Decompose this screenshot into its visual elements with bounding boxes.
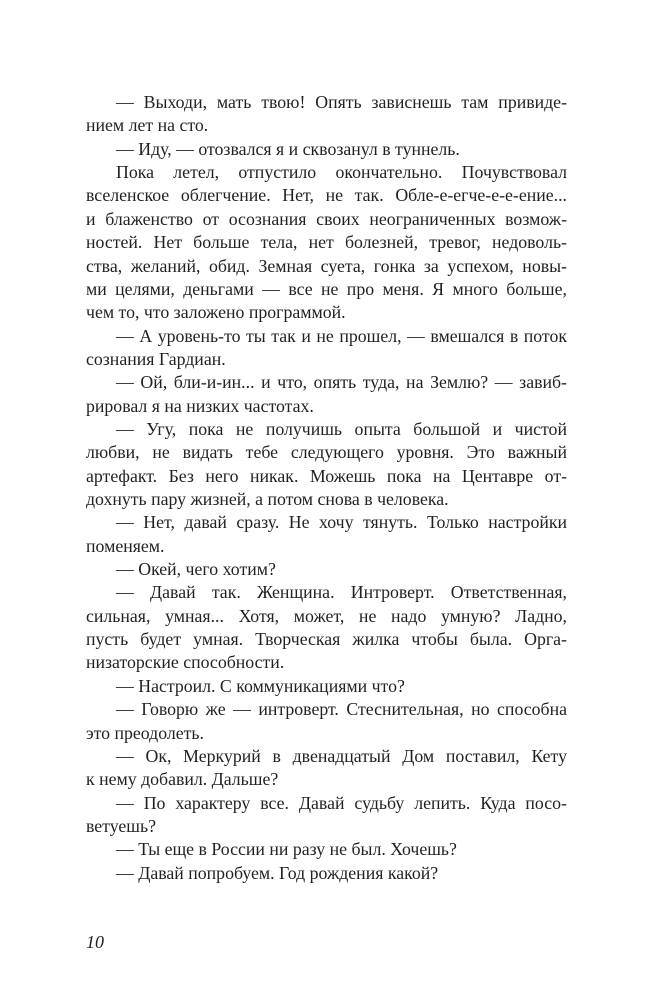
text-line: сознания Гардиан. (86, 348, 226, 369)
text-line: — Выходи, мать твою! Опять зависнешь там привиде- (116, 92, 567, 112)
text-line: — По характеру все. Давай судьбу лепить. Куда посо- (116, 792, 567, 813)
text-line: дохнуть пару жизней, а потом снова в человека. (86, 489, 449, 509)
text-line: — Угу, пока не получишь опыта большой и чистой (116, 418, 567, 439)
text-line: — А уровень-то ты так и не прошел, — вмешался в поток (116, 325, 567, 346)
text-line: это преодолеть. (86, 722, 204, 743)
text-line: — Ты еще в России ни разу не был. Хочешь? (116, 839, 457, 860)
text-line: сильная, умная... Хотя, может, не надо умную? Ладно, (86, 605, 567, 626)
text-line: — Окей, чего хотим? (116, 559, 276, 579)
text-line: — Давай так. Женщина. Интроверт. Ответственная, (116, 582, 567, 603)
text-line: любви, не видать тебе следующего уровня. Это важный (86, 442, 567, 463)
text-line: вселенское облегчение. Нет, не так. Обле-е-егче-е-е-ение... (86, 185, 567, 206)
text-line: — Настроил. С коммуникациями что? (116, 675, 405, 696)
text-line: — Нет, давай сразу. Не хочу тянуть. Только настройки (116, 512, 568, 533)
text-line: — Говорю же — интроверт. Стеснительная, но способна (116, 699, 568, 720)
text-line: низаторские способности. (86, 652, 285, 673)
text-line: чем то, что заложено программой. (86, 302, 346, 323)
text-line: ветуешь? (86, 815, 156, 836)
text-line: и блаженство от осознания своих неограниченных возмож- (86, 208, 568, 229)
text-line: Пока летел, отпустило окончательно. Почувствовал (116, 162, 567, 183)
text-line: нием лет на сто. (86, 115, 209, 136)
text-line: — Ок, Меркурий в двенадцатый Дом поставил, Кету (116, 745, 567, 766)
text-line: — Иду, — отозвался я и сквозанул в туннель. (116, 138, 460, 159)
text-line: артефакт. Без него никак. Можешь пока на Центавре от- (86, 465, 568, 486)
text-line: ства, желаний, обид. Земная суета, гонка за успехом, новы- (86, 255, 567, 276)
text-line: пусть будет умная. Творческая жилка чтобы была. Орга- (86, 629, 567, 650)
text-line: к нему добавил. Дальше? (86, 769, 279, 790)
text-line: — Давай попробуем. Год рождения какой? (116, 862, 439, 883)
text-line: поменяем. (86, 535, 165, 556)
text-line: — Ой, бли-и-ин... и что, опять туда, на Землю? — завиб- (116, 372, 567, 393)
text-line: ми целями, деньгами — все не про меня. Я много больше, (86, 278, 567, 299)
page-number: 10 (86, 932, 104, 952)
text-line: ностей. Нет больше тела, нет болезней, тревог, недоволь- (86, 232, 567, 253)
text-line: рировал я на низких частотах. (86, 395, 314, 416)
